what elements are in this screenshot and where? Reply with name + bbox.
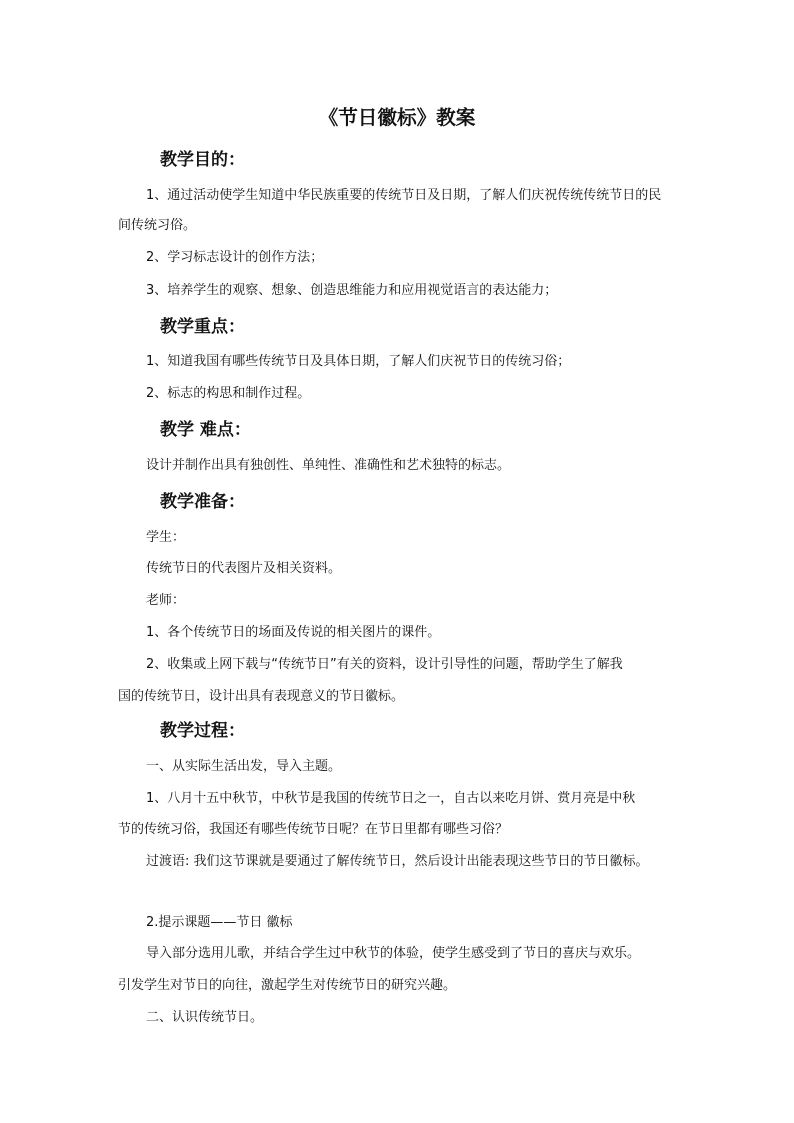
difficulties-heading: 教学 难点：: [160, 420, 251, 440]
process-line-1: 一、从实际生活出发，导入主题。: [146, 759, 342, 774]
preparation-line-6: 国的传统节日，设计出具有表现意义的节日徽标。: [118, 689, 405, 704]
process-heading: 教学过程：: [160, 721, 245, 741]
objectives-line-2: 间传统习俗。: [118, 218, 197, 233]
process-line-6: 导入部分选用儿歌，并结合学生过中秋节的体验，使学生感受到了节日的喜庆与欢乐。: [146, 946, 641, 961]
key-points-line-2: 2、标志的构思和制作过程。: [146, 386, 311, 401]
process-line-2: 1、八月十五中秋节，中秋节是我国的传统节日之一，自古以来吃月饼、赏月亮是中秋: [146, 791, 636, 806]
process-line-8: 二、认识传统节日。: [146, 1010, 264, 1025]
difficulties-line-1: 设计并制作出具有独创性、单纯性、准确性和艺术独特的标志。: [146, 458, 511, 473]
preparation-line-3: 老师：: [146, 593, 186, 608]
objectives-line-4: 3、培养学生的观察、想象、创造思维能力和应用视觉语言的表达能力；: [146, 283, 558, 298]
process-line-5: 2.提示课题——节日 徽标: [146, 915, 293, 930]
process-line-4: 过渡语: 我们这节课就是要通过了解传统节日，然后设计出能表现这些节日的节日徽标。: [146, 854, 649, 869]
objectives-line-3: 2、学习标志设计的创作方法；: [146, 250, 324, 265]
preparation-line-1: 学生：: [146, 530, 186, 545]
preparation-line-2: 传统节日的代表图片及相关资料。: [146, 561, 342, 576]
preparation-line-5: 2、收集或上网下载与“传统节日”有关的资料，设计引导性的问题，帮助学生了解我: [146, 657, 623, 672]
process-line-7: 引发学生对节日的向往，激起学生对传统节日的研究兴趣。: [118, 978, 457, 993]
preparation-line-4: 1、各个传统节日的场面及传说的相关图片的课件。: [146, 625, 441, 640]
document-title: 《节日徽标》教案: [318, 106, 476, 129]
objectives-heading: 教学目的：: [160, 150, 245, 170]
process-line-3: 节的传统习俗，我国还有哪些传统节日呢？在节日里都有哪些习俗？: [118, 822, 509, 837]
key-points-heading: 教学重点：: [160, 317, 245, 337]
objectives-line-1: 1、通过活动使学生知道中华民族重要的传统节日及日期，了解人们庆祝传统传统节日的民: [146, 188, 662, 203]
preparation-heading: 教学准备：: [160, 492, 245, 512]
key-points-line-1: 1、知道我国有哪些传统节日及具体日期，了解人们庆祝节日的传统习俗；: [146, 354, 571, 369]
